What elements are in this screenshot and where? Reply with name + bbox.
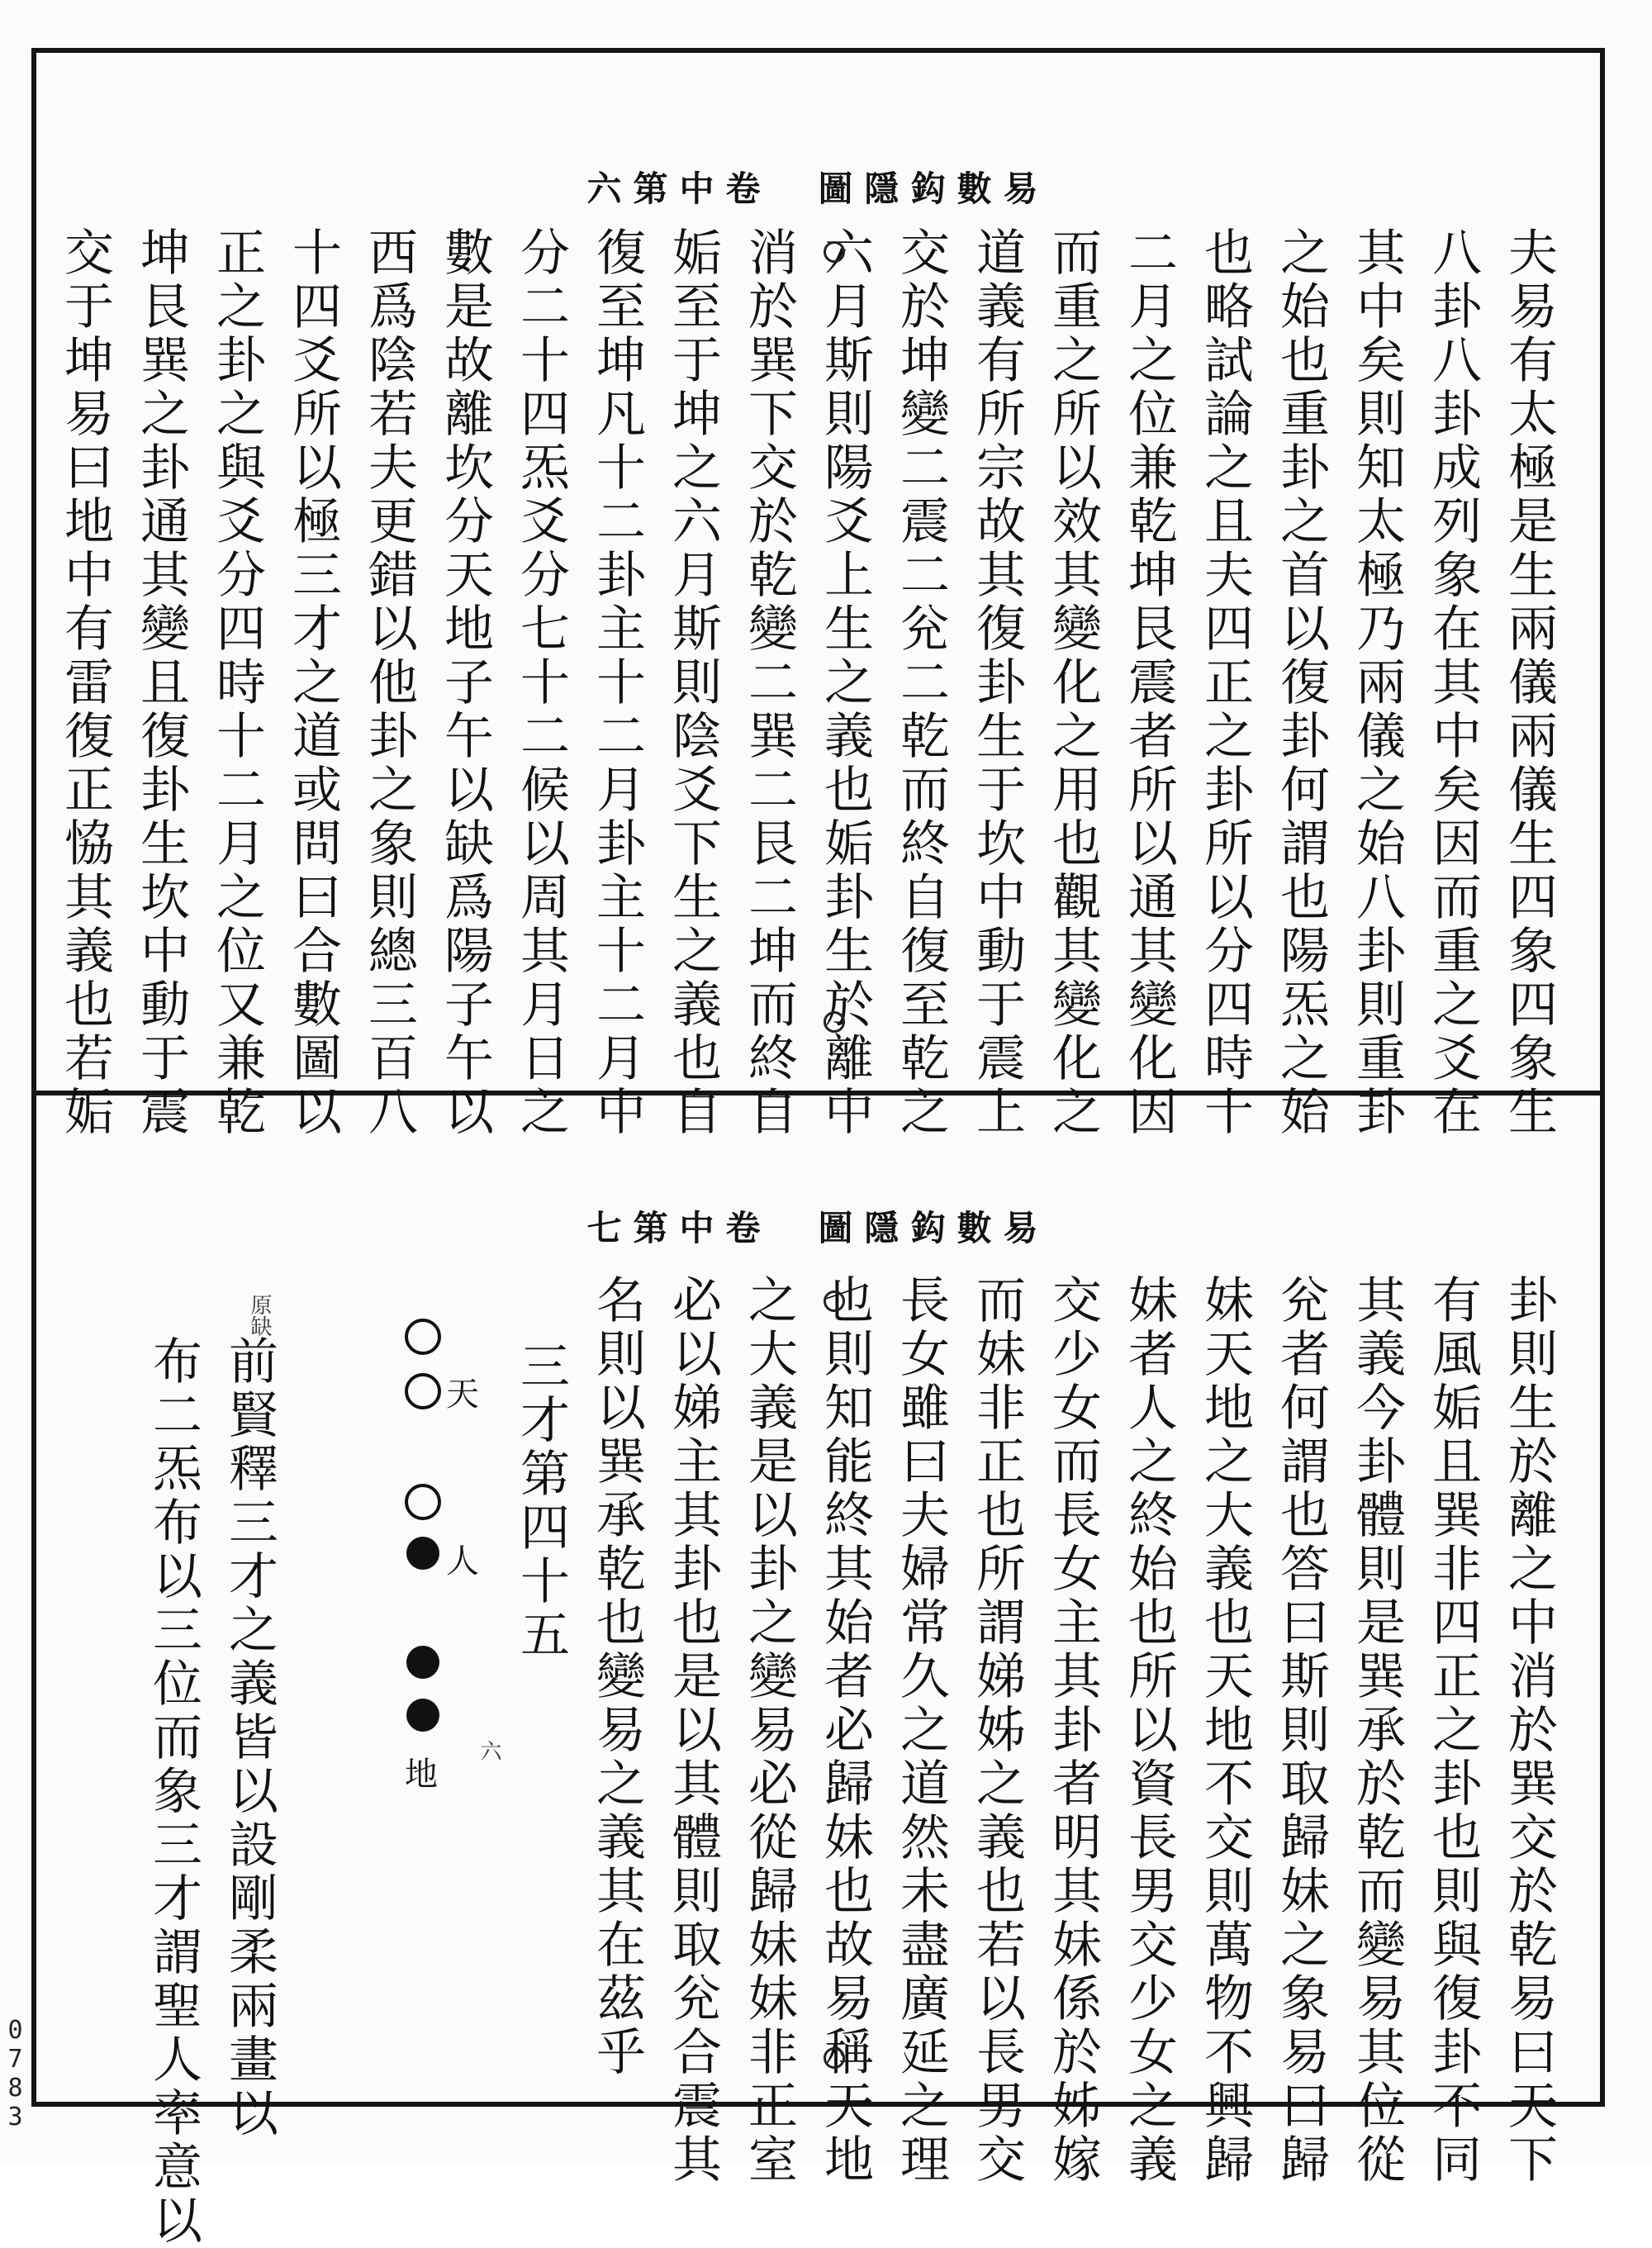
text-column: 夫易有太極是生兩儀兩儀生四象四象生 xyxy=(1500,226,1558,1139)
text-column: 也則知能終其始者必歸妹也故易稱天地 xyxy=(816,1274,874,2187)
text-column: 十四爻所以極三才之道或問曰合數圖以 xyxy=(284,226,342,1139)
upper-header xyxy=(36,162,1600,211)
text-column: 也略試論之且夫四正之卦所以分四時十 xyxy=(1196,226,1254,1139)
text-column: 有風姤且巽非四正之卦也則與復卦不同 xyxy=(1424,1274,1482,2187)
three-powers-diagram xyxy=(350,1319,532,1897)
text-column: 八卦八卦成列象在其中矣因而重之爻在 xyxy=(1424,226,1482,1139)
label-human: 人 xyxy=(446,1542,479,1580)
text-column: 坤艮巽之卦通其變且復卦生坎中動于震 xyxy=(132,226,190,1139)
text-column: 二月之位兼乾坤艮震者所以通其變化因 xyxy=(1120,226,1178,1139)
text-column: 而妹非正也所謂娣姊之義也若以長男交 xyxy=(968,1274,1026,2187)
text-column: 名則以巽承乾也變易之義其在茲乎 xyxy=(588,1274,646,2079)
text-column: 之大義是以卦之變易必從歸妹妹非正室 xyxy=(740,1274,798,2187)
text-column: 兊者何謂也答曰斯則取歸妹之象易曰歸 xyxy=(1272,1274,1330,2187)
label-earth: 地 xyxy=(405,1756,438,1794)
text-column: 道義有所宗故其復卦生于坎中動于震上 xyxy=(968,226,1026,1139)
text-column: 正之卦之與爻分四時十二月之位又兼乾 xyxy=(208,226,266,1139)
text-column: 分二十四炁爻分七十二候以周其月日之 xyxy=(512,226,570,1139)
upper-page xyxy=(36,53,1600,1139)
quote-column: 前賢釋三才之義皆以設剛柔兩畫以 xyxy=(221,1335,278,2141)
text-column: 妹天地之大義也天地不交則萬物不興歸 xyxy=(1196,1274,1254,2187)
quote-column: 布二炁布以三位而象三才謂聖人率意以 xyxy=(145,1335,202,2248)
text-column: 交少女而長女主其卦者明其妹係於姊嫁 xyxy=(1044,1274,1102,2187)
open-circle xyxy=(405,1373,441,1409)
filled-circle xyxy=(406,1699,439,1732)
upper-text-body xyxy=(47,226,1567,1139)
text-column: 交於坤變二震二兊二乾而終自復至乾之 xyxy=(892,226,950,1139)
text-column: 長女雖曰夫婦常久之道然未盡廣延之理 xyxy=(892,1274,950,2187)
upper-header-text: 易數鈎隱圖 卷中第六 xyxy=(586,169,1050,209)
section-title: 三才第四十五 xyxy=(512,1340,570,1662)
lower-header xyxy=(36,1201,1600,1251)
marginal-note: 六 xyxy=(477,1740,501,1761)
text-column: 其義今卦體則是巽承於乾而變易其位從 xyxy=(1348,1274,1406,2187)
text-column: 數是故離坎分天地子午以缺爲陽子午以 xyxy=(436,226,494,1139)
filled-circle xyxy=(406,1537,439,1570)
text-column: 姤至于坤之六月斯則陰爻下生之義也自 xyxy=(664,226,722,1139)
margin-page-number: 0783 xyxy=(1,2016,30,2132)
text-column: 復至坤凡十二卦主十二月卦主十二月中 xyxy=(588,226,646,1139)
circle-marker xyxy=(824,1011,845,1033)
text-column: 妹者人之終始也所以資長男交少女之義 xyxy=(1120,1274,1178,2187)
circle-marker xyxy=(824,1290,845,1312)
label-heaven: 天 xyxy=(446,1376,479,1414)
missing-note: 原缺 xyxy=(247,1294,272,1337)
text-column: 西爲陰若夫更錯以他卦之象則總三百八 xyxy=(360,226,418,1139)
lower-page xyxy=(36,1095,1600,2248)
open-circle xyxy=(405,1484,441,1520)
text-column: 之始也重卦之首以復卦何謂也陽炁之始 xyxy=(1272,226,1330,1139)
filled-circle xyxy=(406,1646,439,1679)
circle-marker xyxy=(824,241,845,263)
lower-text-body xyxy=(503,1274,1567,2187)
text-column: 交于坤易曰地中有雷復正恊其義也若姤 xyxy=(56,226,114,1139)
text-column: 消於巽下交於乾變二巽二艮二坤而終自 xyxy=(740,226,798,1139)
text-column: 其中矣則知太極乃兩儀之始八卦則重卦 xyxy=(1348,226,1406,1139)
text-column: 必以娣主其卦也是以其體則取兊合震其 xyxy=(664,1274,722,2187)
lower-header-text: 易數鈎隱圖 卷中第七 xyxy=(586,1208,1050,1248)
circle-marker xyxy=(824,2047,845,2069)
text-column: 六月斯則陽爻上生之義也姤卦生於離中 xyxy=(816,226,874,1139)
open-circle xyxy=(405,1319,441,1355)
quote-text-body xyxy=(135,1335,287,2248)
text-column: 而重之所以效其變化之用也觀其變化之 xyxy=(1044,226,1102,1139)
text-column: 卦則生於離之中消於巽交於乾易曰天下 xyxy=(1500,1274,1558,2187)
